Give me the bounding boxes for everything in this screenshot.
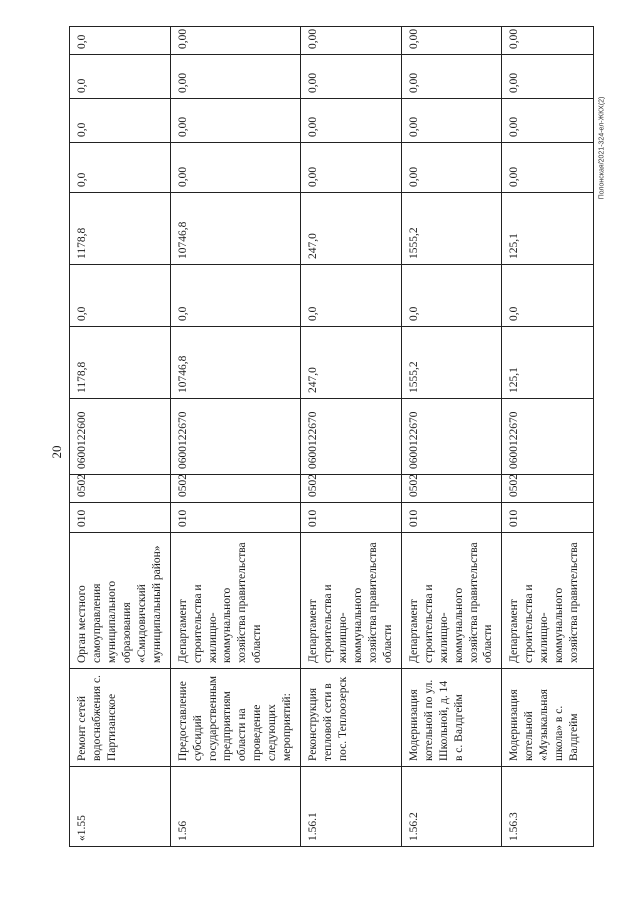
cell-value-3: 0,0 [70, 143, 171, 193]
cell-value-6: 0,00 [502, 27, 594, 55]
cell-section-code: 0502 [170, 475, 301, 503]
cell-value-5: 0,00 [301, 55, 402, 99]
cell-value-3: 0,00 [502, 143, 594, 193]
cell-ministry-code: 010 [401, 503, 502, 533]
cell-value-2: 1178,8 [70, 193, 171, 265]
cell-section-code: 0502 [70, 475, 171, 503]
cell-value-2: 125,1 [502, 193, 594, 265]
cell-total: 10746,8 [170, 327, 301, 399]
cell-ministry-code: 010 [502, 503, 594, 533]
cell-value-2: 247,0 [301, 193, 402, 265]
table-row [70, 27, 171, 847]
cell-value-4: 0,00 [301, 99, 402, 143]
cell-value-1: 0,0 [70, 265, 171, 327]
cell-ministry-code: 010 [70, 503, 171, 533]
cell-total: 1555,2 [401, 327, 502, 399]
cell-value-4: 0,00 [502, 99, 594, 143]
cell-ministry-code: 010 [301, 503, 402, 533]
table-row [401, 27, 502, 847]
cell-event-name: Предоставление субсидий государственным предприятиям области на проведение следующих мероприятий: [170, 669, 301, 767]
cell-event-name: Модернизация котельной по ул. Школьной, д. 14 в с. Валдгейм [401, 669, 502, 767]
cell-total: 247,0 [301, 327, 402, 399]
cell-event-name: Ремонт сетей водоснабжения с. Партизанское [70, 669, 171, 767]
cell-value-2: 1555,2 [401, 193, 502, 265]
cell-executor: Департамент строительства и жилищно-коммунального хозяйства правительства области [301, 533, 402, 669]
table-row [170, 27, 301, 847]
cell-value-4: 0,0 [70, 99, 171, 143]
cell-value-5: 0,00 [502, 55, 594, 99]
cell-executor: Орган местного самоуправления муниципального образования «Смидовичский муниципальный район» [70, 533, 171, 669]
cell-section-code: 0502 [502, 475, 594, 503]
budget-table-container [69, 27, 583, 847]
cell-number: 1.56.1 [301, 767, 402, 847]
cell-executor: Департамент строительства и жилищно-коммунального хозяйства правительства области [170, 533, 301, 669]
cell-executor: Департамент строительства и жилищно-коммунального хозяйства правительства [502, 533, 594, 669]
cell-section-code: 0502 [401, 475, 502, 503]
budget-table [69, 26, 594, 847]
cell-value-6: 0,00 [401, 27, 502, 55]
cell-value-1: 0,0 [301, 265, 402, 327]
cell-value-3: 0,00 [401, 143, 502, 193]
cell-target-code: 0600122670 [401, 399, 502, 475]
cell-total: 1178,8 [70, 327, 171, 399]
cell-target-code: 0600122670 [502, 399, 594, 475]
cell-value-1: 0,0 [502, 265, 594, 327]
document-code: Полонская/2021-324-ел-ЖКХ(2) [598, 96, 606, 200]
cell-value-6: 0,00 [301, 27, 402, 55]
cell-value-4: 0,00 [170, 99, 301, 143]
cell-number: 1.56 [170, 767, 301, 847]
cell-number: 1.56.2 [401, 767, 502, 847]
cell-total: 125,1 [502, 327, 594, 399]
cell-value-1: 0,0 [170, 265, 301, 327]
cell-value-3: 0,00 [170, 143, 301, 193]
cell-value-4: 0,00 [401, 99, 502, 143]
cell-value-5: 0,0 [70, 55, 171, 99]
cell-number: 1.56.3 [502, 767, 594, 847]
cell-executor: Департамент строительства и жилищно-коммунального хозяйства правительства области [401, 533, 502, 669]
cell-value-5: 0,00 [170, 55, 301, 99]
table-row [502, 27, 594, 847]
cell-value-5: 0,00 [401, 55, 502, 99]
cell-target-code: 0600122600 [70, 399, 171, 475]
cell-event-name: Модернизация котельной «Музыкальная школа» в с. Валдгейм [502, 669, 594, 767]
cell-value-6: 0,00 [170, 27, 301, 55]
cell-value-6: 0,0 [70, 27, 171, 55]
cell-ministry-code: 010 [170, 503, 301, 533]
cell-value-2: 10746,8 [170, 193, 301, 265]
cell-number: «1.55 [70, 767, 171, 847]
cell-target-code: 0600122670 [170, 399, 301, 475]
cell-target-code: 0600122670 [301, 399, 402, 475]
table-row [301, 27, 402, 847]
cell-section-code: 0502 [301, 475, 402, 503]
page-number: 20 [49, 445, 64, 459]
cell-value-3: 0,00 [301, 143, 402, 193]
cell-value-1: 0,0 [401, 265, 502, 327]
cell-event-name: Реконструкция тепловой сети в пос. Теплоозерск [301, 669, 402, 767]
